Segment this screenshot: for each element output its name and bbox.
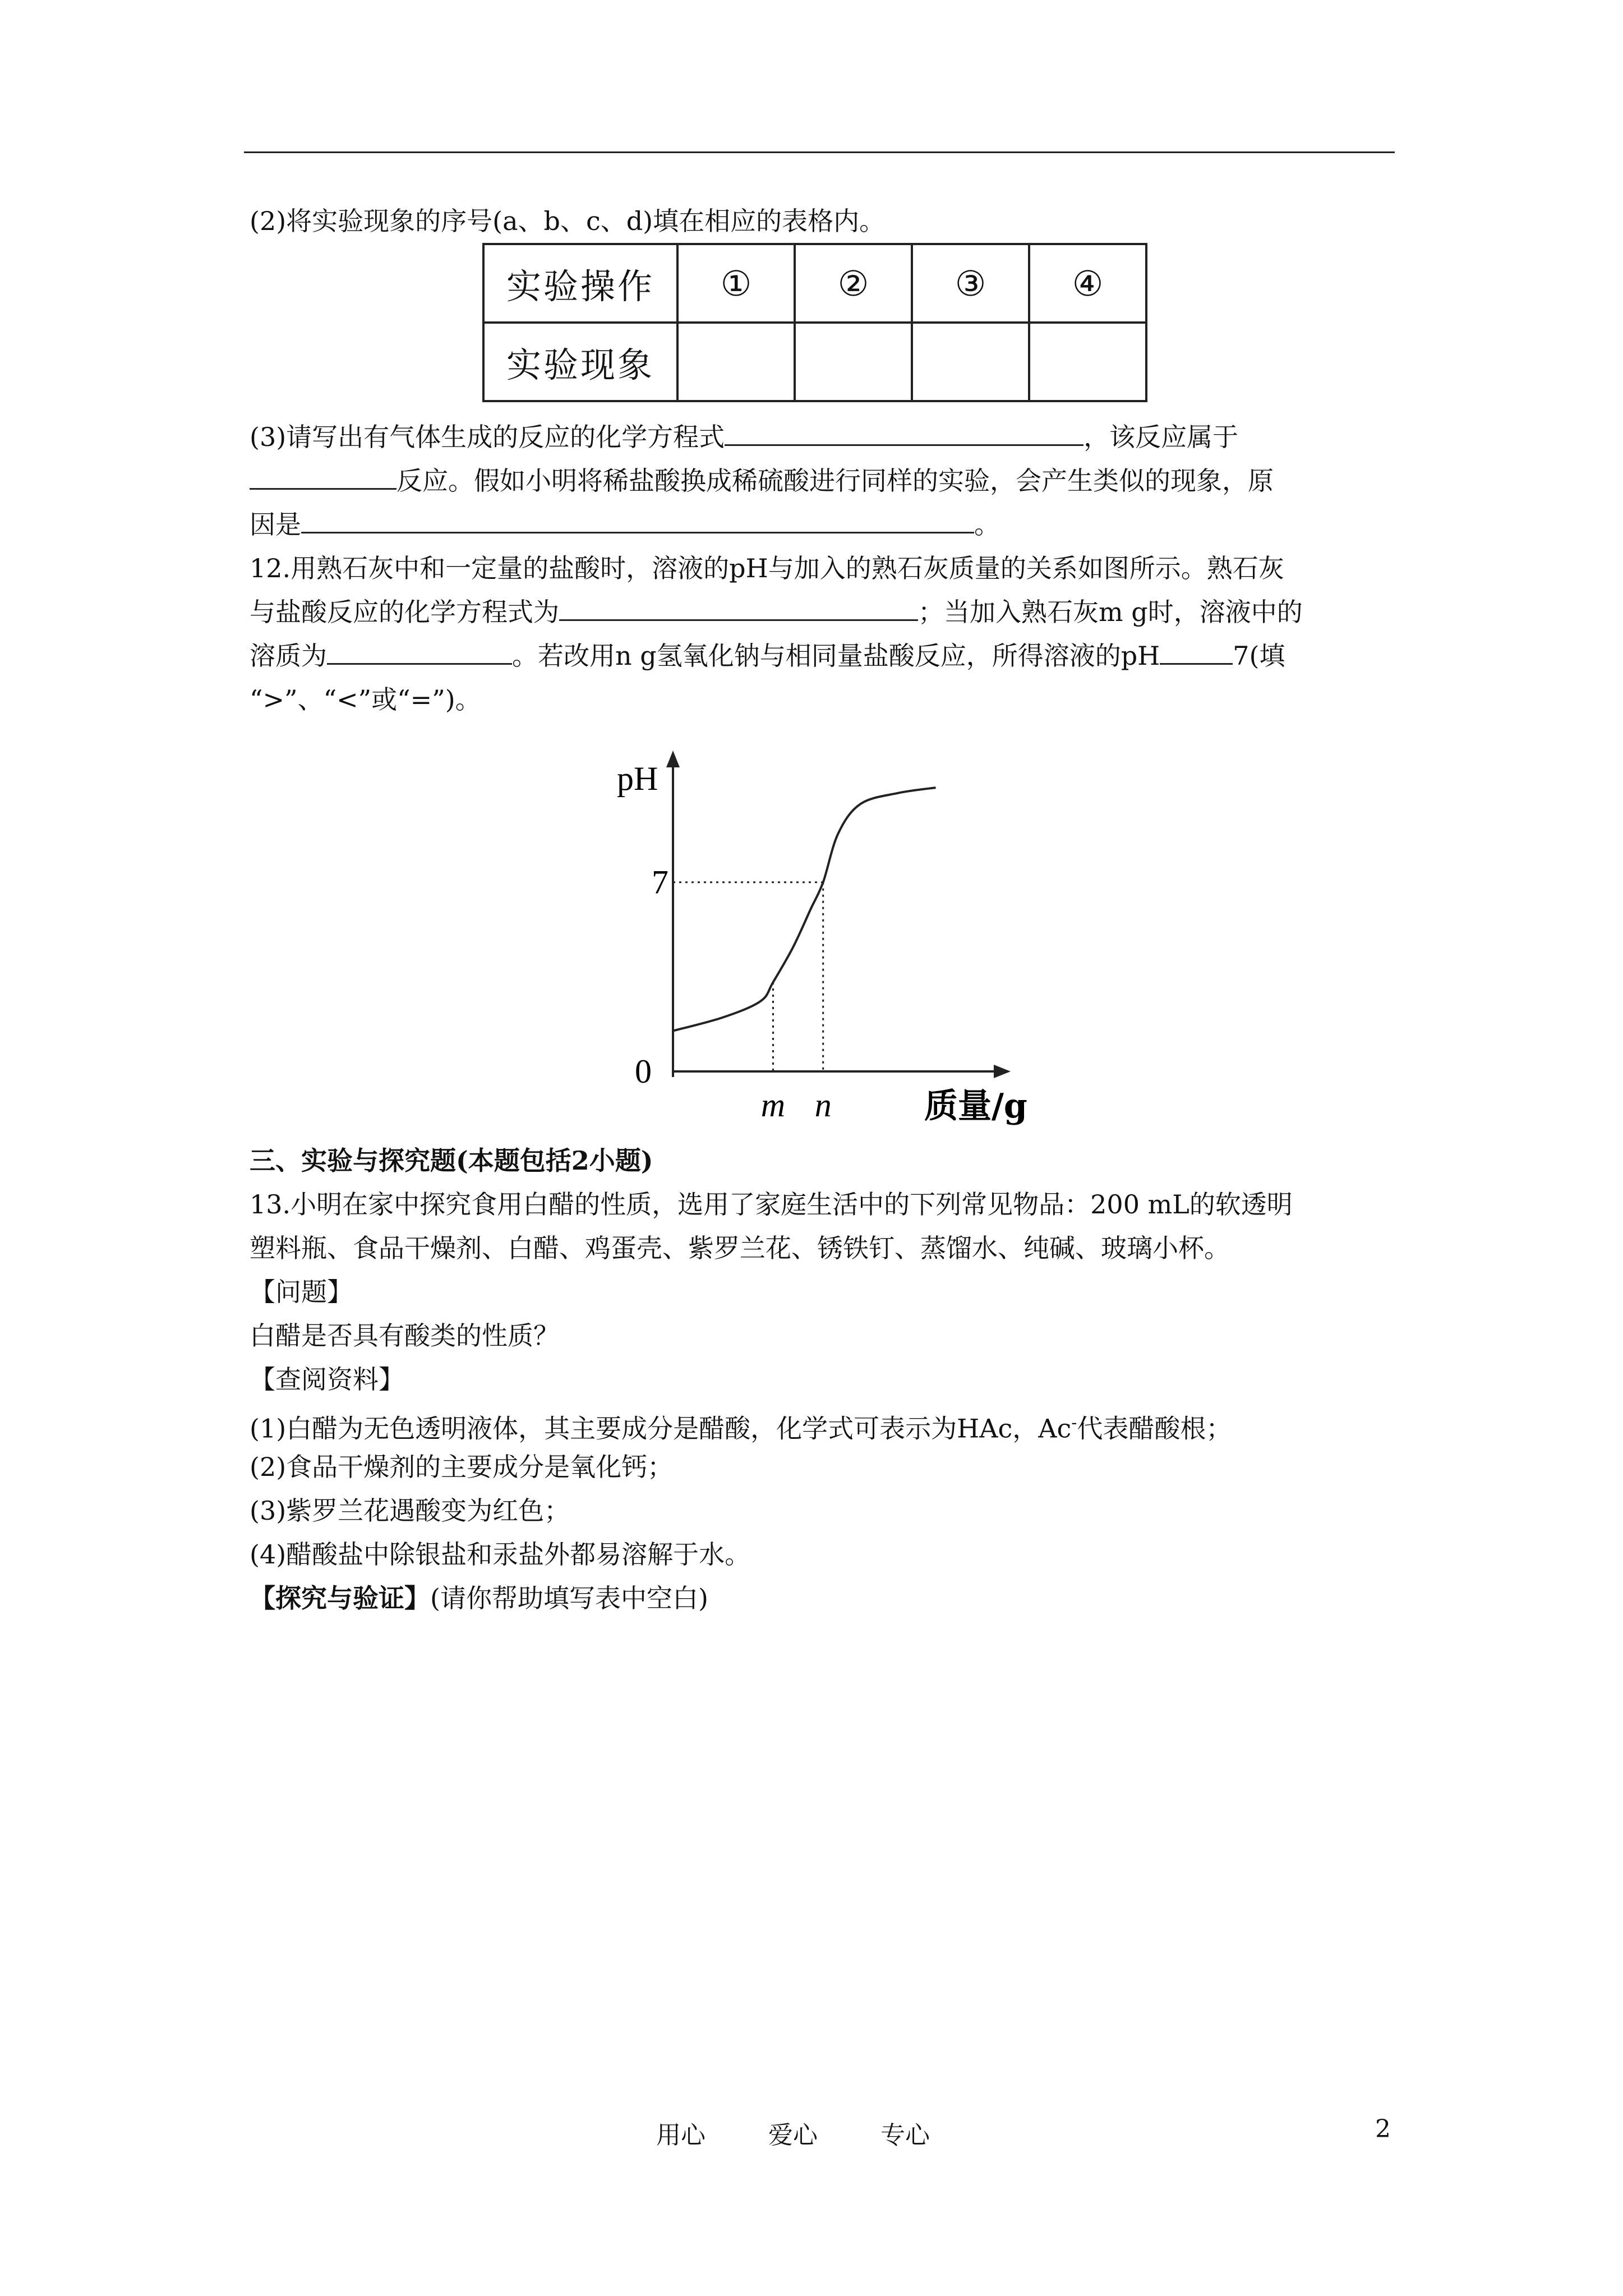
q11-part3-line1: (3)请写出有气体生成的反应的化学方程式 ，该反应属于 <box>250 415 1399 459</box>
q11-part2: (2)将实验现象的序号(a、b、c、d)填在相应的表格内。 <box>250 206 886 236</box>
verify-heading: 【探究与验证】(请你帮助填写表中空白) <box>250 1583 708 1613</box>
footer-item-1: 用心 <box>656 2121 706 2150</box>
q13-line1: 13.小明在家中探究食用白醋的性质，选用了家庭生活中的下列常见物品：200 mL的软透明 <box>250 1189 1293 1220</box>
y-axis-label: pH <box>617 760 658 797</box>
reference-heading: 【查阅资料】 <box>250 1364 404 1395</box>
x-axis <box>673 1065 1011 1078</box>
page-number: 2 <box>1375 2115 1391 2143</box>
answer-blank-equation[interactable] <box>725 417 1083 446</box>
reference-item-2: (2)食品干燥剂的主要成分是氧化钙； <box>250 1452 674 1482</box>
ph-chart <box>606 746 1032 1128</box>
answer-cell-1[interactable] <box>677 323 795 401</box>
table-col-2: ② <box>795 244 912 323</box>
table-col-3: ③ <box>912 244 1029 323</box>
answer-blank-solute[interactable] <box>327 636 512 665</box>
section3 <box>250 1139 1399 1620</box>
footer-item-3: 专心 <box>880 2121 930 2150</box>
section3-title: 三、实验与探究题(本题包括2小题) <box>250 1145 653 1176</box>
table-header-phenomenon: 实验现象 <box>483 323 677 401</box>
table-col-1: ① <box>677 244 795 323</box>
q13-line2: 塑料瓶、食品干燥剂、白醋、鸡蛋壳、紫罗兰花、锈铁钉、蒸馏水、纯碱、玻璃小杯。 <box>250 1233 1230 1263</box>
q12-line4: “>”、“<”或“=”)。 <box>250 684 481 715</box>
x-tick-label-n: n <box>814 1087 832 1124</box>
origin-label: 0 <box>635 1053 652 1090</box>
experiment-table <box>482 243 1147 402</box>
q12-line2: 与盐酸反应的化学方程式为 ；当加入熟石灰m g时，溶液中的 <box>250 590 1399 634</box>
q11-part3-line3: 因是 。 <box>250 503 1399 546</box>
x-tick-label-m: m <box>760 1087 786 1124</box>
answer-cell-4[interactable] <box>1029 323 1146 401</box>
table-row <box>483 323 1146 401</box>
answer-blank-reason[interactable] <box>301 505 974 533</box>
reference-item-3: (3)紫罗兰花遇酸变为红色； <box>250 1496 570 1526</box>
q11-part3-and-q12 <box>250 415 1399 721</box>
q12-line1: 12.用熟石灰中和一定量的盐酸时，溶液的pH与加入的熟石灰质量的关系如图所示。熟石灰 <box>250 553 1284 583</box>
problem-heading: 【问题】 <box>250 1277 353 1307</box>
answer-cell-3[interactable] <box>912 323 1029 401</box>
answer-cell-2[interactable] <box>795 323 912 401</box>
answer-blank-reaction-type[interactable] <box>250 461 396 490</box>
ph-curve-series <box>673 788 936 1031</box>
reference-item-4: (4)醋酸盐中除银盐和汞盐外都易溶解于水。 <box>250 1539 751 1570</box>
y-tick-label-7: 7 <box>652 863 668 901</box>
table-header-operation: 实验操作 <box>483 244 677 323</box>
problem-text: 白醋是否具有酸类的性质？ <box>250 1320 559 1351</box>
table-col-4: ④ <box>1029 244 1146 323</box>
y-axis <box>666 751 680 1077</box>
reference-item-1: (1)白醋为无色透明液体，其主要成分是醋酸，化学式可表示为HAc，Ac-代表醋酸根； <box>250 1413 1232 1444</box>
footer-item-2: 爱心 <box>768 2121 818 2150</box>
q12-line3: 溶质为 。若改用n g氢氧化钠与相同量盐酸反应，所得溶液的pH 7(填 <box>250 634 1399 678</box>
header-rule <box>244 151 1395 153</box>
q11-part3-line2: 反应。假如小明将稀盐酸换成稀硫酸进行同样的实验，会产生类似的现象，原 <box>250 459 1399 503</box>
answer-blank-q12-equation[interactable] <box>559 592 918 621</box>
x-axis-label: 质量/g <box>924 1087 1027 1126</box>
table-row <box>483 244 1146 323</box>
answer-blank-ph-compare[interactable] <box>1160 636 1233 665</box>
